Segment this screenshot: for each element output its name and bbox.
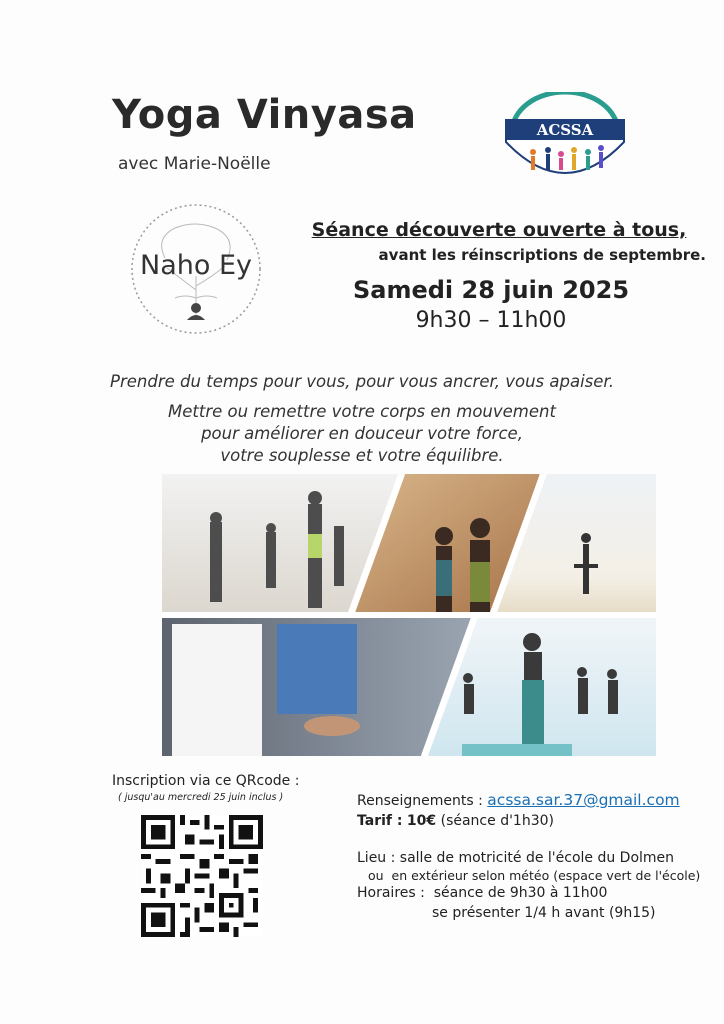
- contact-email-link[interactable]: acssa.sar.37@gmail.com: [487, 791, 680, 809]
- hours-note: se présenter 1/4 h avant (9h15): [432, 905, 656, 921]
- location-alt-line: [368, 868, 700, 883]
- location-label: Lieu :: [357, 850, 396, 866]
- event-date: Samedi 28 juin 2025: [352, 276, 630, 304]
- registration-title: Inscription via ce QRcode :: [112, 773, 300, 789]
- contact-label: Renseignements :: [357, 793, 483, 809]
- contact-line: [357, 791, 680, 809]
- slogan-line-3: pour améliorer en douceur votre force,: [201, 424, 523, 443]
- location-line: [357, 850, 674, 866]
- price-note: (séance d'1h30): [440, 813, 554, 829]
- registration-deadline: ( jusqu'au mercredi 25 juin inclus ): [118, 792, 284, 803]
- instructor-name: avec Marie-Noëlle: [118, 154, 271, 174]
- location-alt: en extérieur selon météo (espace vert de l'école): [391, 868, 701, 883]
- hours-value: séance de 9h30 à 11h00: [433, 885, 608, 901]
- event-time: 9h30 – 11h00: [415, 308, 567, 333]
- nahoey-logo: [125, 198, 267, 340]
- registration-qr-code[interactable]: [141, 815, 263, 937]
- poster-title: Yoga Vinyasa: [112, 92, 417, 138]
- slogan-line-4: votre souplesse et votre équilibre.: [220, 446, 504, 465]
- hours-line: [357, 885, 607, 901]
- location-alt-prefix: ou: [368, 868, 384, 883]
- acssa-logo-text: ACSSA: [536, 121, 594, 139]
- event-subline: avant les réinscriptions de septembre.: [378, 246, 706, 264]
- slogan-line-2: Mettre ou remettre votre corps en mouvement: [168, 402, 556, 421]
- event-headline: Séance découverte ouverte à tous,: [311, 219, 687, 241]
- nahoey-logo-text: Naho Ey: [140, 250, 252, 281]
- acssa-logo: [498, 92, 632, 202]
- location-value: salle de motricité de l'école du Dolmen: [399, 850, 675, 866]
- price-value: 10€: [406, 813, 437, 829]
- price-label: Tarif :: [357, 813, 403, 829]
- slogan-line-1: Prendre du temps pour vous, pour vous ancrer, vous apaiser.: [110, 372, 614, 391]
- hours-label: Horaires :: [357, 885, 425, 901]
- price-line: [357, 813, 554, 829]
- yoga-photo-collage: [162, 474, 656, 756]
